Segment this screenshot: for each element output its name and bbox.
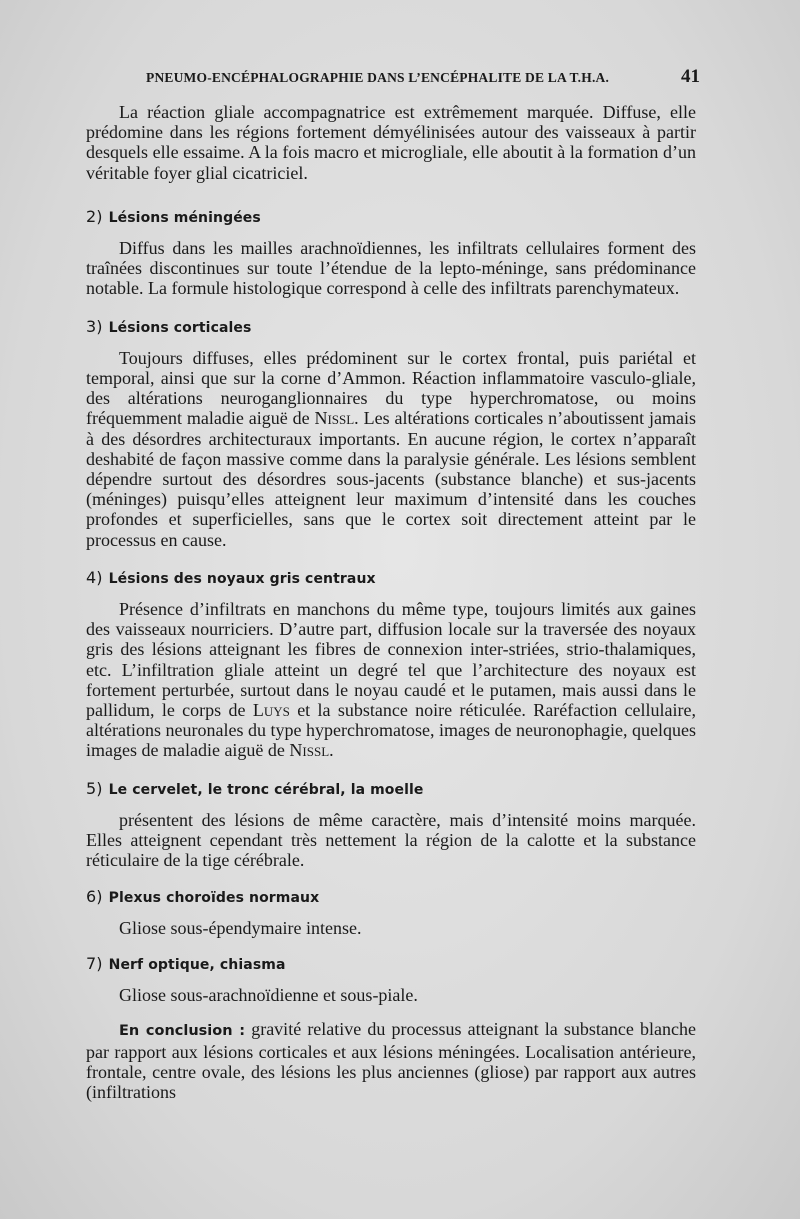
author-name: Nissl. [314,408,359,429]
section-title: Lésions corticales [108,319,252,336]
running-header [146,66,700,88]
section-title: Le cervelet, le tronc cérébral, la moelle [108,781,424,798]
section-paragraph-3 [86,348,696,550]
section-title: Nerf optique, chiasma [108,956,286,973]
section-paragraph-4 [86,599,696,761]
section-title: Lésions des noyaux gris centraux [108,570,376,587]
header-title: PNEUMO-ENCÉPHALOGRAPHIE DANS L’ENCÉPHALITE DE LA T.H.A. [146,70,610,85]
section-heading-2 [86,207,696,228]
section-heading-6 [86,887,696,908]
section-title: Plexus choroïdes normaux [108,889,320,906]
section-title: Lésions méningées [108,209,261,226]
conclusion-paragraph [86,1019,696,1102]
section-paragraph-5: présentent des lésions de même caractère, mais d’intensité moins marquée. Elles atteignent cependant très nettement la région de la calotte et la substance réticulaire de la tige cérébrale. [86,809,696,871]
section-number: 4) [86,567,103,587]
conclusion-text: gravité relative du processus atteignant la substance blanche par rapport aux lésions corticales et aux lésions méningées. Localisation antérieure, frontale, centre ovale, des lésions les plus anciennes (gliose) par rapport aux autres (infiltrations [86,1019,697,1102]
section-number: 2) [86,206,103,226]
intro-paragraph: La réaction gliale accompagnatrice est extrêmement marquée. Diffuse, elle prédomine dans les régions fortement démyélinisées autour des vaisseaux à partir desquels elle essaime. A la fois macro et microgliale, elle aboutit à la formation d’un véritable foyer glial cicatriciel. [86,102,696,183]
section-paragraph-2: Diffus dans les mailles arachnoïdiennes, les infiltrats cellulaires forment des traînées discontinues sur toute l’étendue de la lepto-méninge, sans prédominance notable. La formule histologique correspond à celle des infiltrats parenchymateux. [86,238,696,299]
section-paragraph-7: Gliose sous-arachnoïdienne et sous-piale. [119,985,418,1006]
section-heading-7 [86,954,696,975]
page-number: 41 [681,66,700,87]
section-heading-3 [86,317,696,338]
conclusion-lead: En conclusion : [119,1023,246,1040]
section-number: 7) [86,953,103,973]
section-heading-5 [86,779,696,800]
section-number: 6) [86,886,103,906]
section-number: 3) [86,316,103,336]
author-name: Luys [252,700,290,721]
author-name: Nissl. [289,740,334,761]
section-paragraph-6: Gliose sous-épendymaire intense. [119,917,362,938]
body-text [86,102,696,1102]
paragraph-text: Les altérations corticales n’aboutissent jamais à des désordres architecturaux importants. En aucune région, le cortex n’apparaît deshabité de façon massive comme dans la paralysie générale. Les lésions semblent dépendre surtout des désordres sous-jacents (substance blanche) et sus-jacents (méninges) puisqu’elles atteignent leur maximum d’intensité dans les couches profondes et superficielles, sans que le cortex soit directement atteint par le processus en cause. [86,408,697,550]
section-number: 5) [86,778,103,798]
paragraph-text: Toujours diffuses, elles prédominent sur le cortex frontal, puis pariétal et temporal, ainsi que sur la corne d’Ammon. Réaction inflammatoire vasculo-gliale, des altérations neuroganglionnaires du type hyperchromatose, ou moins fréquemment maladie aiguë de [86,347,696,429]
paragraph-text: et la substance noire réticulée. Raréfaction cellulaire, altérations neuronales du type hyperchromatose, images de neuronophagie, quelques images de maladie aiguë de [86,700,697,761]
paragraph-text: Présence d’infiltrats en manchons du même type, toujours limités aux gaines des vaisseaux nourriciers. D’autre part, diffusion locale sur la traversée des noyaux gris des lésions atteignant les fibres de connexion inter-striées, strio-thalamiques, etc. L’infiltration gliale atteint un degré tel que l’architecture des noyaux est fortement perturbée, surtout dans le noyau caudé et le putamen, mais aussi dans le pallidum, le corps de [86,599,696,721]
section-heading-4 [86,568,696,589]
